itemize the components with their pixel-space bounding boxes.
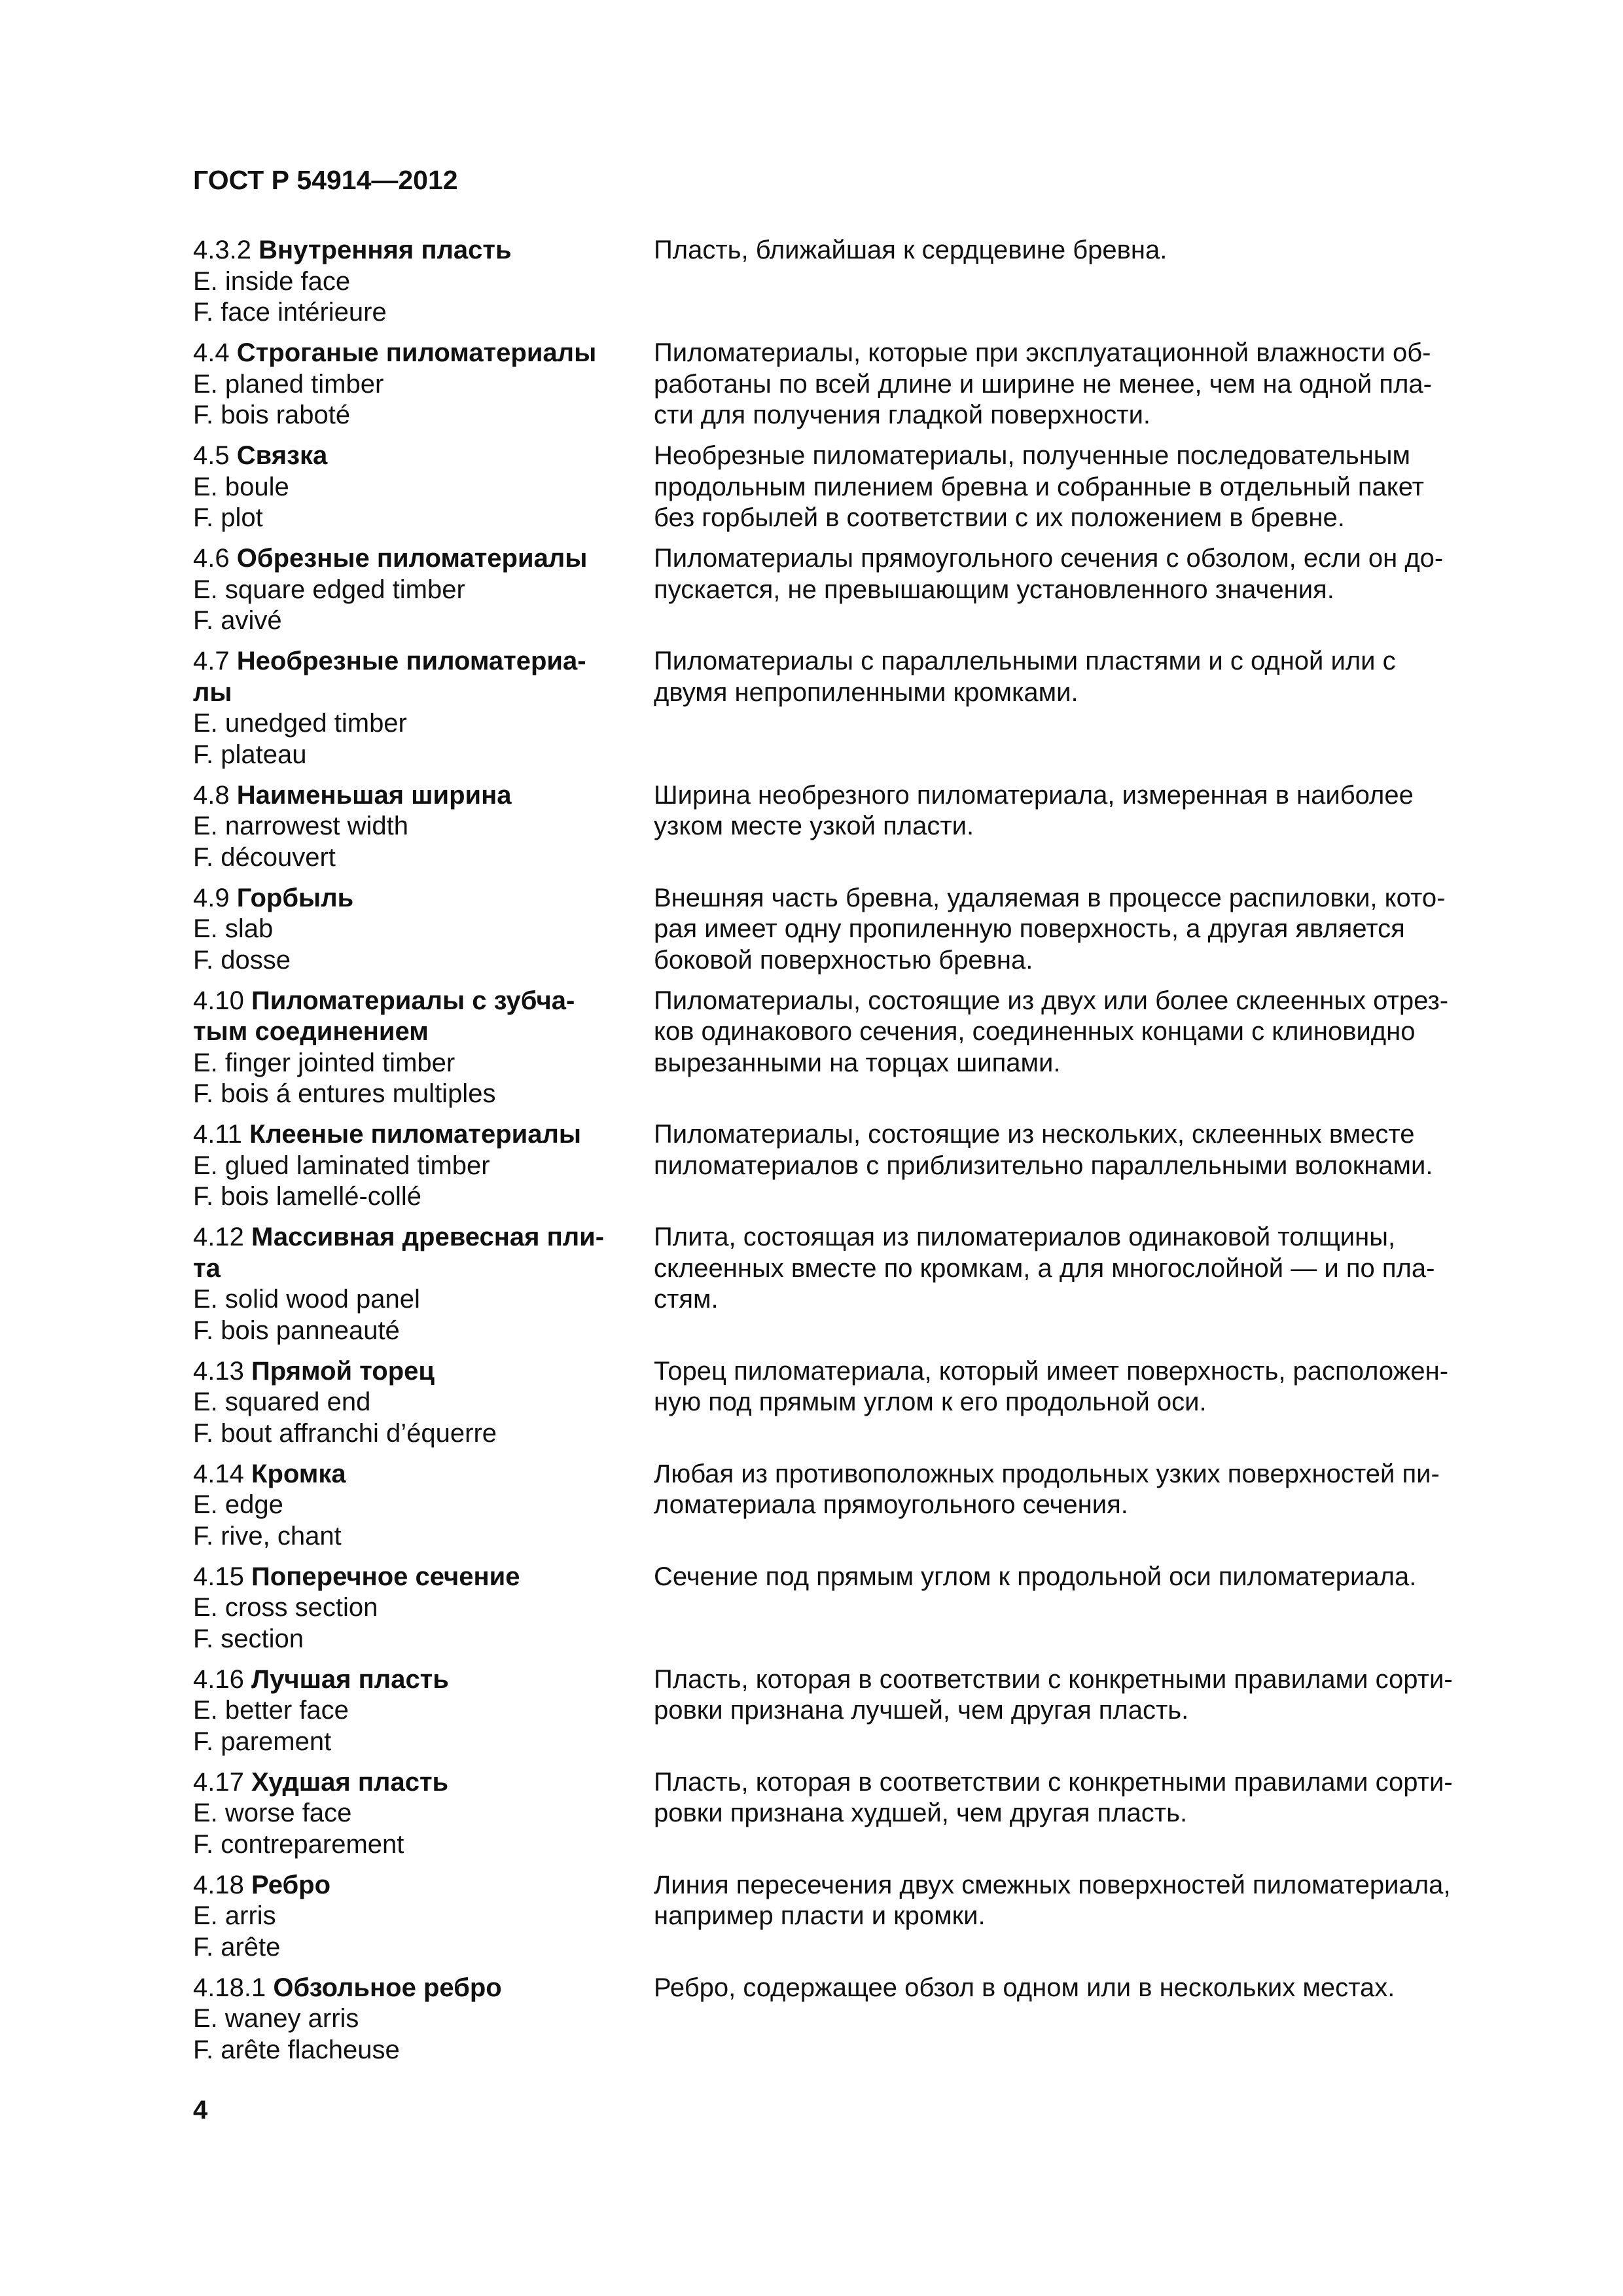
term-column xyxy=(193,1870,654,1964)
term-english: E. glued laminated timber xyxy=(193,1151,490,1180)
term-number: 4.13 xyxy=(193,1356,244,1386)
definition-line: например пласти и кромки. xyxy=(654,1901,986,1930)
term-english: E. cross section xyxy=(193,1593,378,1622)
term-english: E. boule xyxy=(193,472,289,501)
definition-line: рая имеет одну пропиленную поверхность, а другая является xyxy=(654,914,1405,943)
term-french: F. bois lamellé-collé xyxy=(193,1182,422,1211)
term-english: E. edge xyxy=(193,1490,283,1519)
definition-column xyxy=(654,883,1493,977)
definition-line: Пиломатериалы прямоугольного сечения с обзолом, если он до- xyxy=(654,544,1444,573)
term-heading-line xyxy=(193,986,654,1017)
term-heading-line xyxy=(193,440,654,472)
definition-column xyxy=(654,338,1493,431)
definition-line: пиломатериалов с приблизительно параллельными волокнами. xyxy=(654,1151,1433,1180)
definition-line: Ребро, содержащее обзол в одном или в нескольких местах. xyxy=(654,1973,1395,2002)
term-name-continuation: лы xyxy=(193,677,232,707)
term-name-continuation: тым соединением xyxy=(193,1017,429,1046)
definition-line: ровки признана худшей, чем другая пласть. xyxy=(654,1799,1188,1827)
term-number: 4.9 xyxy=(193,883,230,912)
definition-line: склеенных вместе по кромкам, а для многослойной — и по пла- xyxy=(654,1253,1435,1283)
definition-column xyxy=(654,646,1493,708)
term-french: F. bout affranchi d’équerre xyxy=(193,1418,497,1448)
term-french: F. dosse xyxy=(193,945,291,975)
term-english: E. worse face xyxy=(193,1799,352,1827)
term-name-continuation: та xyxy=(193,1253,221,1283)
definition-line: узком месте узкой пласти. xyxy=(654,812,974,840)
term-entry xyxy=(193,1664,1495,1758)
term-number: 4.4 xyxy=(193,338,230,367)
term-french: F. rive, chant xyxy=(193,1521,342,1551)
definition-line: Торец пиломатериала, который имеет поверхность, расположен- xyxy=(654,1356,1449,1386)
term-entry xyxy=(193,1767,1495,1861)
term-column xyxy=(193,883,654,977)
term-english: E. squared end xyxy=(193,1388,371,1416)
term-heading-line xyxy=(193,1767,654,1799)
definition-line: сти для получения гладкой поверхности. xyxy=(654,401,1151,429)
definition-line: продольным пилением бревна и собранные в отдельный пакет xyxy=(654,472,1424,501)
term-french: F. section xyxy=(193,1624,304,1653)
term-name: Кромка xyxy=(251,1459,346,1488)
term-french: F. découvert xyxy=(193,842,336,872)
term-name: Наименьшая ширина xyxy=(236,780,512,810)
term-english: E. arris xyxy=(193,1901,276,1930)
term-column xyxy=(193,1356,654,1450)
term-heading-line xyxy=(193,1356,654,1388)
definition-line: Внешняя часть бревна, удаляемая в процессе распиловки, кото- xyxy=(654,883,1446,912)
term-number: 4.18.1 xyxy=(193,1973,266,2002)
term-column xyxy=(193,780,654,874)
definition-line: Необрезные пиломатериалы, полученные последовательным xyxy=(654,441,1411,470)
term-french: F. parement xyxy=(193,1727,332,1756)
term-name: Прямой торец xyxy=(251,1356,435,1386)
term-name: Худшая пласть xyxy=(251,1767,449,1797)
term-entry xyxy=(193,780,1495,874)
term-entry xyxy=(193,1356,1495,1450)
term-column xyxy=(193,1119,654,1213)
definition-column xyxy=(654,1562,1493,1593)
definition-line: Любая из противоположных продольных узких поверхностей пи- xyxy=(654,1459,1440,1488)
term-number: 4.10 xyxy=(193,986,244,1015)
definition-column xyxy=(654,1222,1493,1316)
definition-line: ровки признана лучшей, чем другая пласть. xyxy=(654,1696,1189,1725)
term-heading-line xyxy=(193,1562,654,1593)
definition-line: ков одинакового сечения, соединенных концами с клиновидно xyxy=(654,1017,1416,1046)
definition-line: Ширина необрезного пиломатериала, измеренная в наиболее xyxy=(654,780,1414,810)
definition-column xyxy=(654,1973,1493,2004)
term-entry xyxy=(193,440,1495,534)
definition-line: двумя непропиленными кромками. xyxy=(654,677,1079,707)
term-name: Горбыль xyxy=(236,883,354,912)
definition-line: Плита, состоящая из пиломатериалов одинаковой толщины, xyxy=(654,1223,1396,1251)
term-english: E. better face xyxy=(193,1696,349,1725)
term-entry xyxy=(193,883,1495,977)
definition-line: Пласть, которая в соответствии с конкретными правилами сорти- xyxy=(654,1664,1453,1694)
definition-line: Пиломатериалы, состоящие из двух или более склеенных отрез- xyxy=(654,986,1449,1015)
term-french: F. face intérieure xyxy=(193,298,387,327)
term-column xyxy=(193,235,654,329)
term-name: Обрезные пиломатериалы xyxy=(236,544,588,573)
definition-column xyxy=(654,1767,1493,1829)
term-name: Клееные пиломатериалы xyxy=(249,1120,582,1149)
term-number: 4.6 xyxy=(193,544,230,573)
definition-line: ломатериала прямоугольного сечения. xyxy=(654,1490,1128,1519)
definition-line: ную под прямым углом к его продольной оси. xyxy=(654,1388,1207,1416)
term-heading-line xyxy=(193,780,654,812)
term-english: E. unedged timber xyxy=(193,709,407,738)
term-number: 4.14 xyxy=(193,1459,244,1488)
term-number: 4.11 xyxy=(193,1120,242,1149)
term-entry xyxy=(193,1973,1495,2066)
term-english: E. waney arris xyxy=(193,2004,359,2033)
term-english: E. planed timber xyxy=(193,369,384,399)
definition-column xyxy=(654,986,1493,1079)
definition-line: без горбылей в соответствии с их положением в бревне. xyxy=(654,503,1345,532)
term-name: Поперечное сечение xyxy=(251,1562,520,1591)
term-english: E. inside face xyxy=(193,266,351,296)
term-name: Строганые пиломатериалы xyxy=(236,338,597,367)
definition-column xyxy=(654,1870,1493,1932)
definition-line: Пиломатериалы с параллельными пластями и с одной или с xyxy=(654,647,1396,675)
term-entry xyxy=(193,235,1495,329)
definition-line: Сечение под прямым углом к продольной оси пиломатериала. xyxy=(654,1562,1417,1591)
term-number: 4.15 xyxy=(193,1562,244,1591)
term-list xyxy=(193,235,1495,2066)
term-entry xyxy=(193,1119,1495,1213)
term-name: Массивная древесная пли- xyxy=(251,1223,605,1251)
term-english: E. slab xyxy=(193,914,274,943)
term-number: 4.5 xyxy=(193,441,230,470)
term-number: 4.12 xyxy=(193,1223,244,1251)
definition-line: боковой поверхностью бревна. xyxy=(654,945,1033,975)
term-entry xyxy=(193,646,1495,770)
term-heading-line xyxy=(193,1973,654,2004)
definition-column xyxy=(654,543,1493,605)
term-heading-line xyxy=(193,338,654,369)
term-english: E. square edged timber xyxy=(193,575,465,604)
term-name: Пиломатериалы с зубча- xyxy=(251,986,575,1015)
definition-line: Пласть, которая в соответствии с конкретными правилами сорти- xyxy=(654,1767,1453,1797)
term-column xyxy=(193,543,654,637)
term-heading-line xyxy=(193,235,654,266)
term-heading-line xyxy=(193,1119,654,1151)
term-heading-line xyxy=(193,883,654,914)
definition-line: Пласть, ближайшая к сердцевине бревна. xyxy=(654,236,1168,264)
term-entry xyxy=(193,1562,1495,1655)
term-column xyxy=(193,1562,654,1655)
term-column xyxy=(193,986,654,1110)
term-number: 4.18 xyxy=(193,1870,244,1899)
document-header: ГОСТ Р 54914—2012 xyxy=(193,165,458,195)
definition-column xyxy=(654,235,1493,266)
term-english: E. solid wood panel xyxy=(193,1285,420,1314)
term-french: F. contreparement xyxy=(193,1829,404,1859)
term-heading-line xyxy=(193,1459,654,1490)
term-name: Внутренняя пласть xyxy=(259,236,512,264)
term-column xyxy=(193,1664,654,1758)
term-entry xyxy=(193,1222,1495,1346)
term-heading-line xyxy=(193,1222,654,1253)
term-entry xyxy=(193,1459,1495,1552)
term-number: 4.16 xyxy=(193,1664,244,1694)
term-name: Обзольное ребро xyxy=(273,1973,502,2002)
definition-line: стям. xyxy=(654,1285,719,1314)
term-french: F. bois á entures multiples xyxy=(193,1079,496,1108)
term-french: F. plot xyxy=(193,503,263,532)
definition-column xyxy=(654,780,1493,842)
definition-column xyxy=(654,1664,1493,1727)
term-french: F. plateau xyxy=(193,740,307,769)
term-number: 4.8 xyxy=(193,780,230,810)
term-column xyxy=(193,338,654,431)
term-column xyxy=(193,440,654,534)
term-number: 4.7 xyxy=(193,647,230,675)
term-column xyxy=(193,646,654,770)
term-column xyxy=(193,1459,654,1552)
definition-line: пускается, не превышающим установленного значения. xyxy=(654,575,1334,604)
term-heading-line xyxy=(193,646,654,677)
term-heading-line xyxy=(193,543,654,575)
term-heading-line xyxy=(193,1664,654,1696)
term-number: 4.3.2 xyxy=(193,236,251,264)
definition-column xyxy=(654,1119,1493,1181)
term-column xyxy=(193,1973,654,2066)
term-heading-line xyxy=(193,1870,654,1901)
term-english: E. finger jointed timber xyxy=(193,1048,455,1077)
term-column xyxy=(193,1767,654,1861)
term-name: Необрезные пиломатериа- xyxy=(236,647,586,675)
term-entry xyxy=(193,543,1495,637)
term-entry xyxy=(193,1870,1495,1964)
definition-line: работаны по всей длине и ширине не менее, чем на одной пла- xyxy=(654,369,1432,399)
term-french: F. avivé xyxy=(193,606,282,635)
term-name: Ребро xyxy=(251,1870,331,1899)
term-name: Связка xyxy=(236,441,328,470)
definition-column xyxy=(654,1459,1493,1521)
term-column xyxy=(193,1222,654,1346)
definition-column xyxy=(654,440,1493,534)
definition-line: Линия пересечения двух смежных поверхностей пиломатериала, xyxy=(654,1870,1451,1899)
definition-line: Пиломатериалы, состоящие из нескольких, склеенных вместе xyxy=(654,1120,1415,1149)
term-french: F. arête xyxy=(193,1932,281,1962)
definition-line: Пиломатериалы, которые при эксплуатационной влажности об- xyxy=(654,338,1431,367)
term-french: F. bois raboté xyxy=(193,401,351,429)
page-number: 4 xyxy=(193,2096,208,2125)
term-french: F. arête flacheuse xyxy=(193,2035,400,2064)
definition-line: вырезанными на торцах шипами. xyxy=(654,1048,1061,1077)
term-number: 4.17 xyxy=(193,1767,244,1797)
term-entry xyxy=(193,986,1495,1110)
term-name: Лучшая пласть xyxy=(251,1664,449,1694)
term-english: E. narrowest width xyxy=(193,812,409,840)
term-entry xyxy=(193,338,1495,431)
definition-column xyxy=(654,1356,1493,1418)
term-french: F. bois panneauté xyxy=(193,1316,400,1345)
